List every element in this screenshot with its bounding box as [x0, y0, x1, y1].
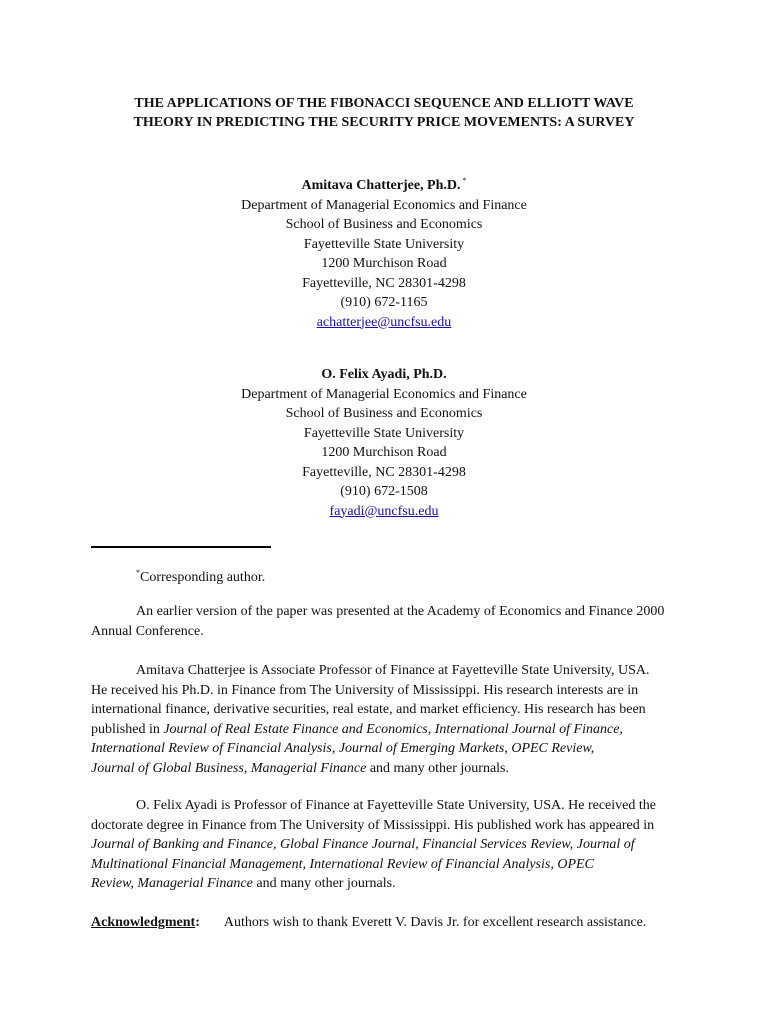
author-block-chatterjee — [134, 171, 634, 332]
acknowledgment-text: Authors wish to thank Everett V. Davis Jr. for excellent research assistance. — [223, 915, 647, 930]
author-email-link[interactable]: fayadi@uncfsu.edu — [329, 503, 439, 519]
paper-title — [60, 94, 708, 132]
paragraph-line: O. Felix Ayadi is Professor of Finance at Fayetteville State University, USA. He received the — [136, 798, 656, 813]
author-name: Amitava Chatterjee, Ph.D. — [301, 178, 461, 193]
author-block-ayadi — [134, 365, 634, 521]
footnote-text: Corresponding author. — [140, 570, 266, 585]
author-street: 1200 Murchison Road — [321, 256, 447, 271]
author-department: Department of Managerial Economics and Finance — [241, 386, 527, 402]
author-phone: (910) 672-1508 — [340, 484, 428, 499]
paragraph-text: published in — [91, 721, 164, 737]
author-email-link[interactable]: achatterjee@uncfsu.edu — [316, 314, 452, 330]
acknowledgment-colon: : — [195, 915, 200, 930]
acknowledgment — [91, 913, 681, 933]
acknowledgment-label: Acknowledgment — [91, 915, 196, 930]
author-phone: (910) 672-1165 — [340, 295, 428, 310]
footnote-marker: * — [136, 568, 140, 577]
paragraph-line: doctorate degree in Finance from The University of Mississippi. His published work has appeared in — [91, 817, 655, 833]
paragraph-line: international finance, derivative securities, real estate, and market efficiency. His research has been — [91, 702, 646, 717]
author-name: O. Felix Ayadi, Ph.D. — [321, 367, 447, 382]
paragraph-text: and many other journals. — [252, 876, 396, 891]
journal-list: Journal of Real Estate Finance and Economics, International Journal of Finance, — [163, 721, 623, 737]
author-city: Fayetteville, NC 28301-4298 — [302, 275, 466, 291]
footnote-divider — [91, 546, 271, 548]
paragraph-line: Annual Conference. — [91, 623, 204, 639]
author-school: School of Business and Economics — [285, 217, 483, 232]
bio-chatterjee — [91, 661, 681, 778]
paragraph-line: Amitava Chatterjee is Associate Professor of Finance at Fayetteville State University, USA. — [136, 663, 650, 678]
author-name-line — [134, 171, 634, 196]
title-line-1: THE APPLICATIONS OF THE FIBONACCI SEQUENCE AND ELLIOTT WAVE — [134, 96, 634, 111]
paragraph-line: An earlier version of the paper was presented at the Academy of Economics and Finance 2000 — [136, 604, 665, 619]
earlier-version-note — [91, 602, 681, 641]
bio-ayadi — [91, 796, 681, 894]
journal-list: Review, Managerial Finance — [91, 876, 253, 891]
journal-list: Journal of Global Business, Managerial Finance — [91, 760, 367, 776]
journal-list: Multinational Financial Management, International Review of Financial Analysis, OPEC — [91, 856, 594, 872]
author-street: 1200 Murchison Road — [321, 445, 447, 460]
author-university: Fayetteville State University — [303, 236, 465, 252]
journal-list: Journal of Banking and Finance, Global Finance Journal, Financial Services Review, Journal of — [91, 837, 635, 852]
title-line-2: THEORY IN PREDICTING THE SECURITY PRICE MOVEMENTS: A SURVEY — [133, 115, 635, 130]
paragraph-text: and many other journals. — [366, 760, 509, 776]
author-university: Fayetteville State University — [303, 425, 465, 441]
corresponding-author-marker: * — [462, 176, 467, 185]
author-department: Department of Managerial Economics and Finance — [241, 197, 527, 213]
footnote-corresponding — [91, 563, 681, 588]
journal-list: International Review of Financial Analysis, Journal of Emerging Markets, OPEC Review, — [91, 741, 595, 756]
author-city: Fayetteville, NC 28301-4298 — [302, 464, 466, 480]
author-school: School of Business and Economics — [285, 406, 483, 421]
paragraph-line: He received his Ph.D. in Finance from The University of Mississippi. His research interests are in — [91, 682, 639, 698]
